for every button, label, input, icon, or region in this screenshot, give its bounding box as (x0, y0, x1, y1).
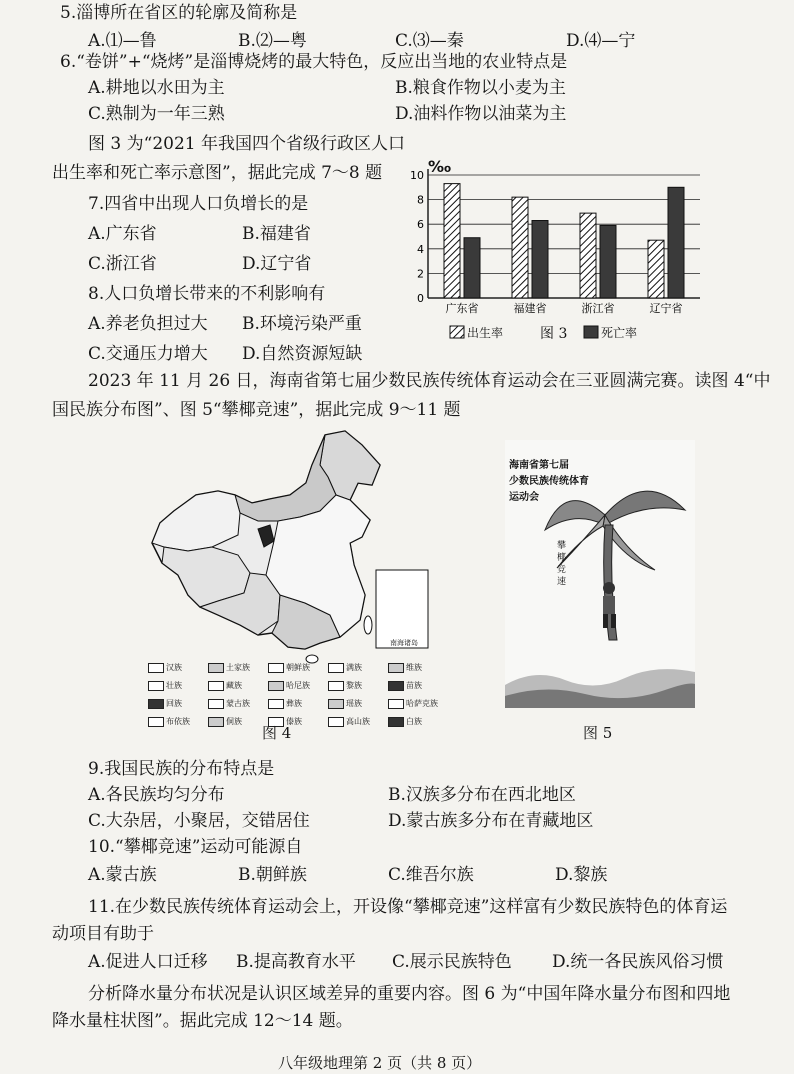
legend-item (388, 698, 438, 709)
q7-option-b: B.福建省 (242, 224, 311, 244)
legend-item (268, 698, 302, 709)
q5-option-a: A.⑴—鲁 (88, 31, 157, 51)
legend-item (328, 662, 362, 673)
legend-swatch (388, 717, 404, 727)
legend-item (268, 662, 310, 673)
figure-3-caption: 图 3 (540, 326, 568, 342)
legend-label: 白族 (406, 717, 422, 726)
legend-label: 土家族 (226, 663, 250, 672)
legend-item (208, 698, 250, 709)
legend-label-death-rate: 死亡率 (601, 326, 638, 340)
legend-swatch (328, 699, 344, 709)
legend-swatch-birth-rate (450, 326, 464, 338)
legend-swatch (148, 681, 164, 691)
chart-bars (444, 184, 684, 298)
figure-5-caption: 图 5 (583, 724, 613, 742)
q6-option-b: B.粮食作物以小麦为主 (395, 78, 566, 98)
legend-item (208, 680, 242, 691)
poster-vertical-char-3: 竞 (557, 565, 567, 575)
poster-vertical-char-4: 速 (557, 577, 567, 587)
poster-title-line3: 运动会 (509, 492, 539, 503)
q6-option-c: C.熟制为一年三熟 (88, 104, 225, 124)
bar-birth-rate (444, 184, 460, 298)
legend-label: 彝族 (286, 699, 302, 708)
y-tick-label: 2 (417, 267, 424, 281)
q10-option-a: A.蒙古族 (88, 865, 157, 885)
q11-option-d: D.统一各民族风俗习惯 (552, 952, 724, 972)
legend-label: 黎族 (346, 681, 362, 690)
page-footer: 八年级地理第 2 页（共 8 页） (278, 1054, 482, 1072)
bar-death-rate (464, 238, 480, 298)
legend-swatch (208, 699, 224, 709)
y-tick-label: 4 (417, 242, 424, 256)
legend-swatch (328, 663, 344, 673)
legend-item (148, 698, 182, 709)
bar-death-rate (668, 187, 684, 298)
q8-option-a: A.养老负担过大 (88, 314, 208, 334)
legend-label: 回族 (166, 699, 182, 708)
q10-option-c: C.维吾尔族 (388, 865, 474, 885)
y-tick-label: 6 (417, 218, 424, 232)
q9-stem: 9.我国民族的分布特点是 (88, 759, 275, 779)
legend-swatch (208, 717, 224, 727)
legend-label: 藏族 (226, 681, 242, 690)
bar-death-rate (532, 221, 548, 298)
figure-5-poster (505, 440, 695, 708)
intro-7-8-line1: 图 3 为“2021 年我国四个省级行政区人口 (88, 134, 405, 154)
legend-item (328, 680, 362, 691)
legend-swatch-death-rate (584, 326, 598, 338)
legend-item (388, 716, 422, 727)
bar-death-rate (600, 225, 616, 298)
poster-title-line2: 少数民族传统体育 (509, 476, 589, 487)
q8-option-c: C.交通压力增大 (88, 344, 208, 364)
q8-option-d: D.自然资源短缺 (242, 344, 363, 364)
legend-label: 蒙古族 (226, 699, 250, 708)
legend-label: 哈尼族 (286, 681, 310, 690)
intro-12-14-line2: 降水量柱状图”。据此完成 12～14 题。 (52, 1011, 353, 1031)
q5-option-d: D.⑷—宁 (566, 31, 636, 51)
legend-swatch (268, 699, 284, 709)
poster-title-line1: 海南省第七届 (509, 460, 569, 471)
q10-option-d: D.黎族 (555, 865, 608, 885)
q5-option-b: B.⑵—粤 (238, 31, 307, 51)
legend-label: 维族 (406, 663, 422, 672)
legend-item (328, 698, 362, 709)
poster-vertical-char-2: 椰 (557, 553, 567, 563)
bar-birth-rate (512, 197, 528, 298)
q7-option-d: D.辽宁省 (242, 254, 312, 274)
q11-option-a: A.促进人口迁移 (88, 952, 208, 972)
legend-label: 汉族 (166, 663, 182, 672)
q5-stem: 5.淄博所在省区的轮廓及简称是 (60, 3, 298, 23)
q5-option-c: C.⑶—秦 (395, 31, 464, 51)
legend-label: 壮族 (166, 681, 182, 690)
poster-vertical-char-1: 攀 (557, 541, 567, 551)
q10-option-b: B.朝鲜族 (238, 865, 307, 885)
q7-stem: 7.四省中出现人口负增长的是 (88, 194, 309, 214)
q6-option-d: D.油料作物以油菜为主 (395, 104, 567, 124)
legend-swatch (328, 717, 344, 727)
legend-swatch (328, 681, 344, 691)
legend-item (148, 680, 182, 691)
q9-option-c: C.大杂居，小聚居，交错居住 (88, 811, 310, 831)
figure-4-legend (148, 662, 448, 726)
legend-item (148, 662, 182, 673)
legend-label: 傣族 (286, 717, 302, 726)
legend-label: 高山族 (346, 717, 370, 726)
figure-3-bar-chart (400, 150, 720, 350)
q8-stem: 8.人口负增长带来的不利影响有 (88, 284, 326, 304)
south-sea-inset (376, 570, 428, 648)
legend-item (148, 716, 190, 727)
chart-y-ticks (410, 169, 424, 305)
legend-swatch (148, 699, 164, 709)
legend-swatch (208, 681, 224, 691)
legend-item (328, 716, 370, 727)
bar-birth-rate (580, 213, 596, 298)
legend-item (208, 716, 242, 727)
legend-swatch (148, 717, 164, 727)
chart-legend (450, 325, 637, 342)
q7-option-c: C.浙江省 (88, 254, 157, 274)
q9-option-a: A.各民族均匀分布 (88, 785, 225, 805)
legend-label: 布依族 (166, 717, 190, 726)
inner-mongolia-region (235, 435, 336, 521)
x-tick-label: 浙江省 (581, 302, 615, 315)
legend-label: 瑶族 (346, 699, 362, 708)
legend-swatch (208, 663, 224, 673)
legend-label: 苗族 (406, 681, 422, 690)
legend-item (208, 662, 250, 673)
legend-swatch (148, 663, 164, 673)
intro-9-11-line2: 国民族分布图”、图 5“攀椰竞速”，据此完成 9～11 题 (52, 400, 461, 420)
y-tick-label: 8 (417, 193, 424, 207)
intro-9-11-line1: 2023 年 11 月 26 日，海南省第七届少数民族传统体育运动会在三亚圆满完赛。读图 4“中 (88, 371, 771, 391)
bar-birth-rate (648, 240, 664, 298)
taiwan-island (364, 616, 372, 634)
chart-x-labels (446, 301, 683, 315)
chart-y-axis-label: ‰ (428, 157, 452, 176)
legend-swatch (268, 663, 284, 673)
y-tick-label: 10 (410, 169, 424, 182)
legend-label: 朝鲜族 (286, 663, 310, 672)
q7-option-a: A.广东省 (88, 224, 157, 244)
x-tick-label: 辽宁省 (649, 302, 683, 315)
legend-item (388, 680, 422, 691)
legend-label-birth-rate: 出生率 (467, 326, 504, 340)
q11-option-b: B.提高教育水平 (236, 952, 356, 972)
figure-4-caption: 图 4 (262, 724, 292, 742)
q11-stem-line2: 动项目有助于 (52, 924, 154, 944)
intro-12-14-line1: 分析降水量分布状况是认识区域差异的重要内容。图 6 为“中国年降水量分布图和四地 (88, 984, 731, 1004)
q8-option-b: B.环境污染严重 (242, 314, 362, 334)
legend-label: 哈萨克族 (406, 699, 438, 708)
y-tick-label: 0 (417, 292, 424, 305)
figure-4-ethnic-map (140, 425, 470, 685)
q6-stem: 6.“卷饼”+“烧烤”是淄博烧烤的最大特色，反应出当地的农业特点是 (60, 52, 568, 72)
q11-option-c: C.展示民族特色 (392, 952, 512, 972)
q6-option-a: A.耕地以水田为主 (88, 78, 225, 98)
legend-swatch (388, 699, 404, 709)
q11-stem-line1: 11.在少数民族传统体育运动会上，开设像“攀椰竞速”这样富有少数民族特色的体育运 (88, 897, 728, 917)
legend-swatch (388, 681, 404, 691)
legend-item (268, 680, 310, 691)
legend-label: 满族 (346, 663, 362, 672)
legend-label: 侗族 (226, 717, 242, 726)
legend-swatch (268, 681, 284, 691)
x-tick-label: 广东省 (445, 302, 479, 315)
q9-option-b: B.汉族多分布在西北地区 (388, 785, 576, 805)
south-sea-inset-label: 南海诸岛 (390, 639, 418, 647)
intro-7-8-line2: 出生率和死亡率示意图”，据此完成 7～8 题 (52, 163, 383, 183)
q10-stem: 10.“攀椰竞速”运动可能源自 (88, 837, 303, 857)
legend-swatch (388, 663, 404, 673)
q9-option-d: D.蒙古族多分布在青藏地区 (388, 811, 594, 831)
x-tick-label: 福建省 (513, 302, 547, 315)
legend-item (388, 662, 422, 673)
